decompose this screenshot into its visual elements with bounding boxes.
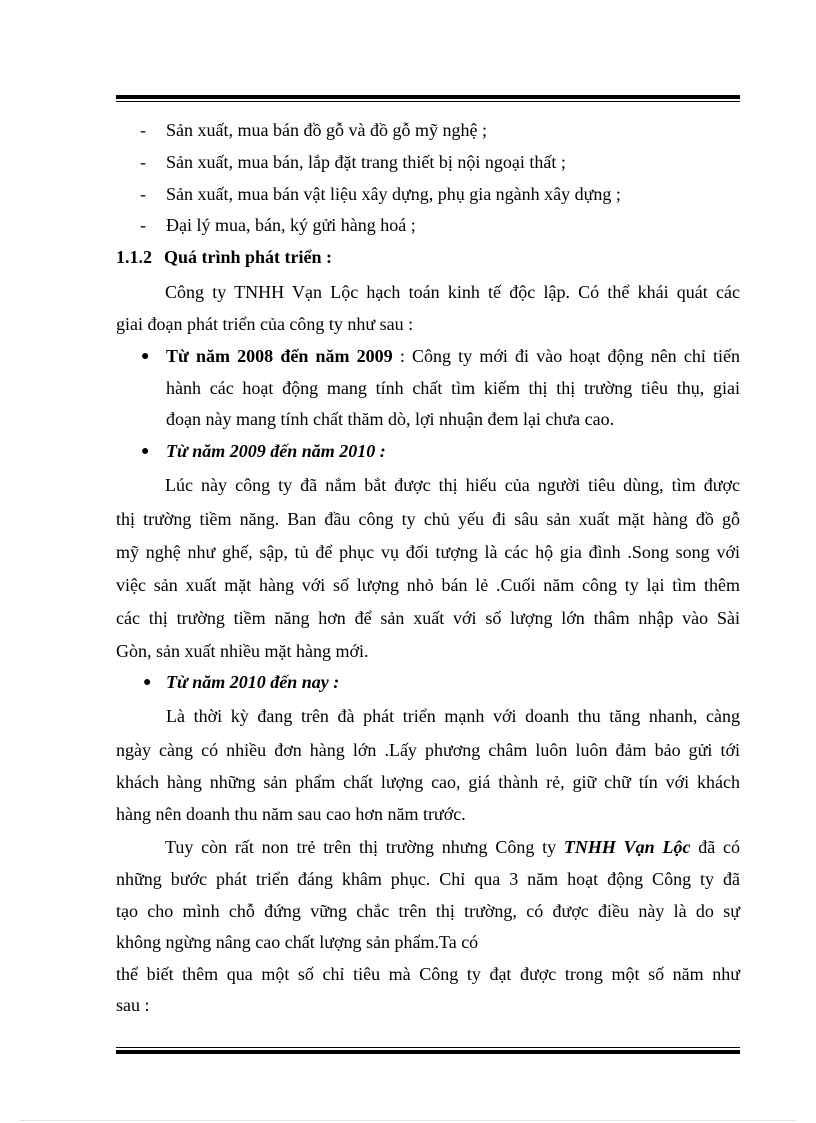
dash-marker: - bbox=[140, 120, 146, 140]
footer-rule bbox=[116, 1047, 740, 1054]
period3-line-3: khách hàng những sản phẩm chất lượng cao, giá thành rẻ, giữ chữ tín với khách bbox=[116, 772, 740, 792]
period2-line-4: việc sản xuất mặt hàng với số lượng nhỏ bán lẻ .Cuối năm công ty lại tìm thêm bbox=[116, 575, 740, 595]
dash-marker: - bbox=[140, 215, 146, 235]
bullet-icon: ● bbox=[141, 349, 150, 364]
conclusion-first-post: đã có bbox=[690, 837, 741, 857]
period2-line-6: Gòn, sản xuất nhiều mặt hàng mới. bbox=[116, 641, 369, 661]
business-line-3: Sản xuất, mua bán vật liệu xây dựng, phụ gia ngành xây dựng ; bbox=[166, 184, 621, 204]
conclusion-line-1 bbox=[165, 836, 740, 858]
dash-marker: - bbox=[140, 152, 146, 172]
conclusion-first-pre: Tuy còn rất non trẻ trên thị trường nhưng Công ty bbox=[165, 837, 564, 857]
period3-line-1: Là thời kỳ đang trên đà phát triển mạnh với doanh thu tăng nhanh, càng bbox=[166, 706, 740, 726]
conclusion-line-4: không ngừng nâng cao chất lượng sản phẩm.Ta có bbox=[116, 932, 479, 952]
period3-heading bbox=[166, 671, 740, 693]
business-line-2: Sản xuất, mua bán, lắp đặt trang thiết bị nội ngoại thất ; bbox=[166, 152, 566, 172]
period3-line-2: ngày càng có nhiều đơn hàng lớn .Lấy phương châm luôn luôn đảm bảo gửi tới bbox=[116, 740, 740, 760]
conclusion-line-6: sau : bbox=[116, 995, 150, 1015]
period1-line-3: đoạn này mang tính chất thăm dò, lợi nhuận đem lại chưa cao. bbox=[166, 409, 615, 429]
period1-first-line bbox=[166, 345, 740, 367]
business-line-1: Sản xuất, mua bán đồ gỗ và đồ gỗ mỹ nghệ ; bbox=[166, 120, 487, 140]
period2-line-1: Lúc này công ty đã nắm bắt được thị hiếu của người tiêu dùng, tìm được bbox=[165, 475, 740, 495]
dash-marker: - bbox=[140, 184, 146, 204]
intro-line-1: Công ty TNHH Vạn Lộc hạch toán kinh tế độc lập. Có thể khái quát các bbox=[165, 282, 740, 302]
period1-first-line-rest: : Công ty mới đi vào hoạt động nên chỉ tiến bbox=[392, 346, 740, 366]
company-name-emph: TNHH Vạn Lộc bbox=[563, 837, 691, 857]
bullet-icon: ● bbox=[141, 444, 150, 459]
period2-heading-text: Từ năm 2009 đến năm 2010 : bbox=[166, 441, 386, 461]
section-number: 1.1.2 bbox=[116, 247, 152, 267]
period2-line-5: các thị trường tiềm năng hơn để sản xuất với số lượng lớn thâm nhập vào Sài bbox=[116, 608, 740, 628]
period2-line-2: thị trường tiềm năng. Ban đầu công ty chủ yếu đi sâu sản xuất mặt hàng đồ gỗ bbox=[116, 509, 740, 529]
period2-heading bbox=[166, 440, 740, 462]
period3-line-4: hàng nên doanh thu năm sau cao hơn năm trước. bbox=[116, 804, 466, 824]
section-title: Quá trình phát triển : bbox=[164, 247, 333, 267]
business-line-4: Đại lý mua, bán, ký gửi hàng hoá ; bbox=[166, 215, 416, 235]
conclusion-line-2: những bước phát triển đáng khâm phục. Chỉ qua 3 năm hoạt động Công ty đã bbox=[116, 869, 740, 889]
section-heading bbox=[116, 246, 740, 268]
intro-line-2: giai đoạn phát triển của công ty như sau : bbox=[116, 314, 414, 334]
period1-heading: Từ năm 2008 đến năm 2009 bbox=[166, 346, 393, 366]
period3-heading-text: Từ năm 2010 đến nay : bbox=[166, 672, 340, 692]
page-edge-divider bbox=[20, 1120, 796, 1121]
conclusion-line-5: thể biết thêm qua một số chỉ tiêu mà Công ty đạt được trong một số năm như bbox=[116, 964, 740, 984]
period1-line-2: hành các hoạt động mang tính chất tìm kiếm thị thị trường tiêu thụ, giai bbox=[166, 378, 740, 398]
period2-line-3: mỹ nghệ như ghế, sập, tủ để phục vụ đối tượng là các hộ gia đình .Song song với bbox=[116, 542, 740, 562]
conclusion-line-3: tạo cho mình chỗ đứng vững chắc trên thị trường, có được điều này là do sự bbox=[116, 901, 740, 921]
header-rule bbox=[116, 95, 740, 102]
bullet-icon: ● bbox=[143, 675, 152, 690]
